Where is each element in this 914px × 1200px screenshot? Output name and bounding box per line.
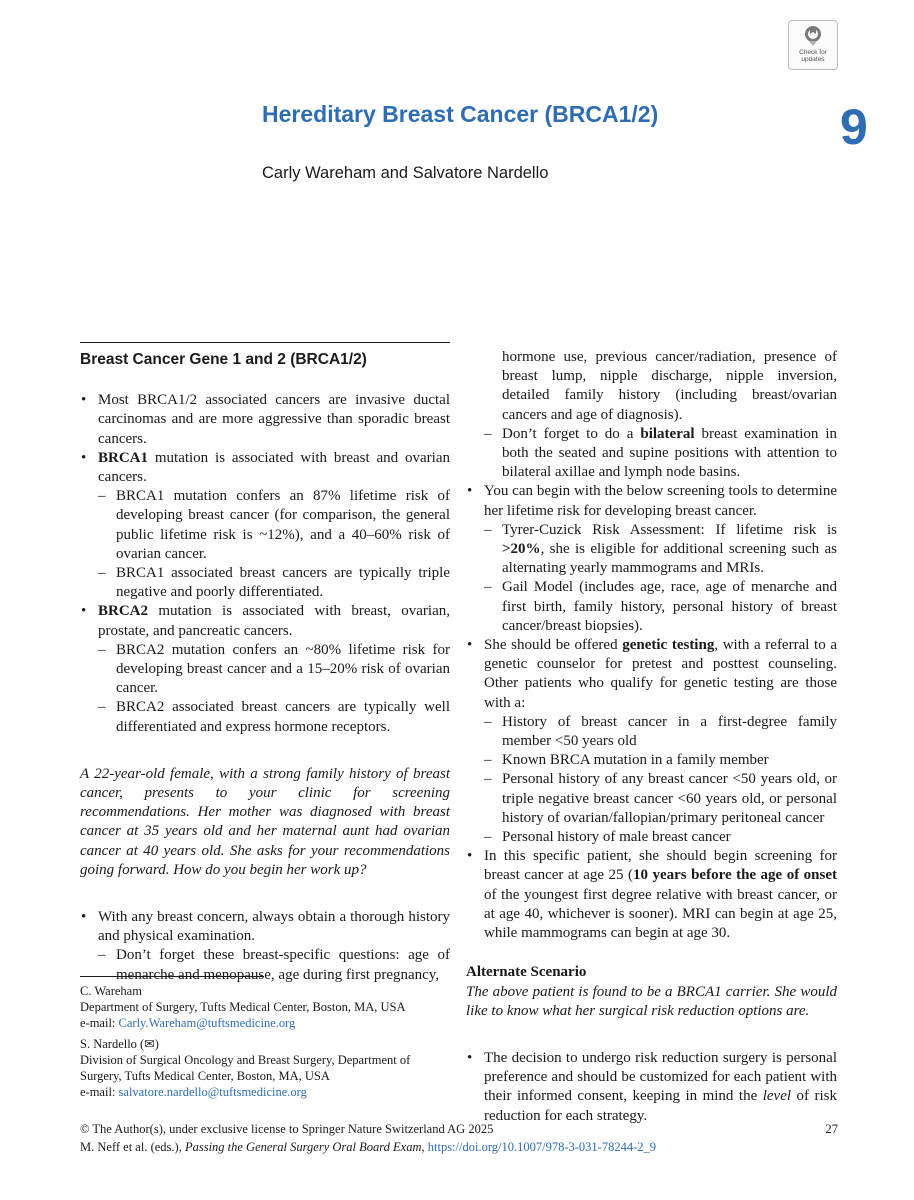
- email-label: e-mail:: [80, 1085, 119, 1099]
- citation-line: [80, 1138, 838, 1156]
- italic-term: level: [762, 1088, 792, 1105]
- citation-separator: ,: [421, 1140, 428, 1154]
- left-column: [80, 342, 450, 985]
- sub-item-text: History of breast cancer in a first-degree family member <50 years old: [502, 713, 837, 750]
- badge-line1: Check for: [799, 49, 827, 56]
- list-item-text: Most BRCA1/2 associated cancers are invasive ductal carcinomas and are more aggressive than sporadic breast cancers.: [98, 392, 450, 447]
- chapter-authors: Carly Wareham and Salvatore Nardello: [262, 164, 549, 182]
- section-heading: Breast Cancer Gene 1 and 2 (BRCA1/2): [80, 351, 367, 368]
- check-for-updates-badge[interactable]: [788, 20, 838, 70]
- brca2-label: BRCA2: [98, 603, 149, 620]
- sub-list: [98, 641, 450, 737]
- list-item: [80, 391, 450, 449]
- author-email-line: [80, 1084, 450, 1100]
- list-item: [466, 636, 837, 847]
- sub-item-text: BRCA2 associated breast cancers are typically well differentiated and express hormone receptors.: [116, 699, 450, 735]
- bookmark-ribbon-icon: [803, 25, 823, 47]
- author-email-link[interactable]: salvatore.nardello@tuftsmedicine.org: [118, 1085, 307, 1099]
- author-name: S. Nardello (✉): [80, 1037, 159, 1051]
- author-email-line: [80, 1015, 450, 1031]
- chapter-title: Hereditary Breast Cancer (BRCA1/2): [262, 101, 659, 127]
- sub-list-item: [484, 713, 837, 751]
- sub-list-item: [98, 698, 450, 736]
- sub-item-text: BRCA1 mutation confers an 87% lifetime risk of developing breast cancer (for comparison, the general public lifetime risk is ~12%), and a 40–60% risk of ovarian cancer.: [116, 488, 450, 562]
- bold-term: >20%: [502, 541, 541, 558]
- chapter-number: 9: [840, 99, 868, 155]
- list-item-text: With any breast concern, always obtain a thorough history and physical examination.: [98, 909, 450, 945]
- sub-list-item: [484, 578, 837, 636]
- list-item-text: She should be offered: [484, 637, 623, 654]
- workup-bullet-list: [80, 908, 450, 985]
- list-item: [80, 908, 450, 985]
- alternate-scenario-text: The above patient is found to be a BRCA1 carrier. She would like to know what her surgical risk reduction options are.: [466, 983, 837, 1019]
- list-item: [80, 449, 450, 603]
- badge-text: [799, 49, 827, 63]
- sub-item-text: Personal history of any breast cancer <50 years old, or triple negative breast cancer <60 years old, or personal history of ovarian/fallopian/primary peritoneal cancer: [502, 771, 837, 826]
- doi-link[interactable]: https://doi.org/10.1007/978-3-031-78244-2_9: [427, 1140, 656, 1154]
- sub-item-text: breast examination in both the seated and supine positions with attention to bilateral axillae and lymph node basins.: [502, 425, 837, 481]
- alternate-scenario-heading: Alternate Scenario: [466, 964, 587, 981]
- citation-prefix: M. Neff et al. (eds.),: [80, 1140, 185, 1154]
- list-item: [80, 602, 450, 736]
- author-affiliation: Department of Surgery, Tufts Medical Center, Boston, MA, USA: [80, 1000, 406, 1014]
- page-footer: [80, 1120, 838, 1156]
- clinical-scenario: A 22-year-old female, with a strong family history of breast cancer, presents to your clinic for screening recommendations. Her mother was diagnosed with breast cancer at 35 years old and her maternal aunt had ovarian cancer at 40 years old. She asks for your recommendations going forward. How do you begin her work up?: [80, 765, 450, 878]
- sub-item-text: Don’t forget to do a: [502, 425, 641, 442]
- sub-list-item: [484, 521, 837, 579]
- list-item-text: mutation is associated with breast and ovarian cancers.: [98, 449, 450, 486]
- bold-term: genetic testing: [622, 637, 715, 654]
- brca1-label: BRCA1: [98, 449, 149, 466]
- sub-list-item: [98, 487, 450, 564]
- bold-term: 10 years before the age of onset: [632, 867, 837, 884]
- author-affiliation: Division of Surgical Oncology and Breast Surgery, Department of Surgery, Tufts Medical Center, Boston, MA, USA: [80, 1053, 411, 1083]
- sub-list-item: [98, 641, 450, 699]
- sub-item-text: BRCA2 mutation confers an ~80% lifetime risk for developing breast cancer and a 15–20% risk of ovarian cancer.: [116, 641, 450, 697]
- author-email-link[interactable]: Carly.Wareham@tuftsmedicine.org: [118, 1016, 296, 1030]
- copyright-line: © The Author(s), under exclusive license to Springer Nature Switzerland AG 2025: [80, 1122, 494, 1136]
- list-item-text: , with a referral to a genetic counselor for pretest and posttest counseling. Other patients who qualify for genetic testing are those with a:: [484, 637, 837, 711]
- sub-list-item: [484, 425, 837, 483]
- sub-item-text: Personal history of male breast cancer: [502, 829, 731, 846]
- sub-list: [484, 425, 837, 483]
- sub-list-item: [484, 751, 837, 770]
- sub-item-text: Gail Model (includes age, race, age of menarche and first birth, family history, personal history of breast cancer/breast biopsies).: [502, 579, 837, 634]
- sub-list: [484, 713, 837, 847]
- sub-item-text: Known BRCA mutation in a family member: [502, 752, 769, 769]
- sub-list-item: [484, 770, 837, 828]
- sub-list-item: [484, 828, 837, 847]
- list-item: [466, 1049, 837, 1126]
- screening-bullet-list: [466, 482, 837, 943]
- list-item-text: In this specific patient, she should begin screening for breast cancer at age 25 (: [484, 848, 837, 884]
- sub-list: [484, 521, 837, 636]
- right-column: [466, 348, 837, 1126]
- author-affiliation-2: [80, 1036, 450, 1100]
- footnote-rule: [80, 976, 264, 977]
- sub-list-item: [98, 564, 450, 602]
- sub-item-text: Tyrer-Cuzick Risk Assessment: If lifetime risk is: [502, 521, 837, 538]
- sub-list: [98, 946, 450, 984]
- sub-item-text: BRCA1 associated breast cancers are typically triple negative and poorly differentiated.: [116, 565, 450, 601]
- list-item: [466, 847, 837, 943]
- sub-item-text: , she is eligible for additional screening such as alternating yearly mammograms and MRIs.: [502, 541, 837, 577]
- badge-line2: updates: [801, 56, 825, 63]
- risk-reduction-bullet-list: [466, 1049, 837, 1126]
- list-item-text: of risk reduction for each strategy.: [484, 1088, 837, 1124]
- section-rule: [80, 342, 450, 343]
- list-item: [466, 482, 837, 636]
- continued-text: hormone use, previous cancer/radiation, presence of breast lump, nipple discharge, nipple inversion, detailed family history (including breast/ovarian cancers and age of diagnosis).: [502, 349, 837, 423]
- book-title: Passing the General Surgery Oral Board Exam: [184, 1140, 422, 1154]
- sub-list: [98, 487, 450, 602]
- sub-list-item: [98, 946, 450, 984]
- list-item-text: You can begin with the below screening tools to determine her lifetime risk for developing breast cancer.: [484, 483, 837, 519]
- author-name: C. Wareham: [80, 984, 142, 998]
- page-number: 27: [825, 1122, 838, 1136]
- sub-item-text: Don’t forget these breast-specific questions: age of menarche and menopause, age during first pregnancy,: [116, 947, 450, 983]
- list-item-text: of the youngest first degree relative with breast cancer, or at age 40, whichever is sooner). MRI can begin at age 25, while mammograms can begin at age 30.: [484, 886, 837, 942]
- list-item-text: mutation is associated with breast, ovarian, prostate, and pancreatic cancers.: [98, 603, 450, 639]
- brca-bullet-list: [80, 391, 450, 737]
- author-affiliation-1: [80, 983, 450, 1031]
- list-item-text: The decision to undergo risk reduction surgery is personal preference and should be customized for each patient with their informed consent, keeping in mind the: [484, 1049, 837, 1105]
- bold-term: bilateral: [640, 425, 695, 442]
- email-label: e-mail:: [80, 1016, 119, 1030]
